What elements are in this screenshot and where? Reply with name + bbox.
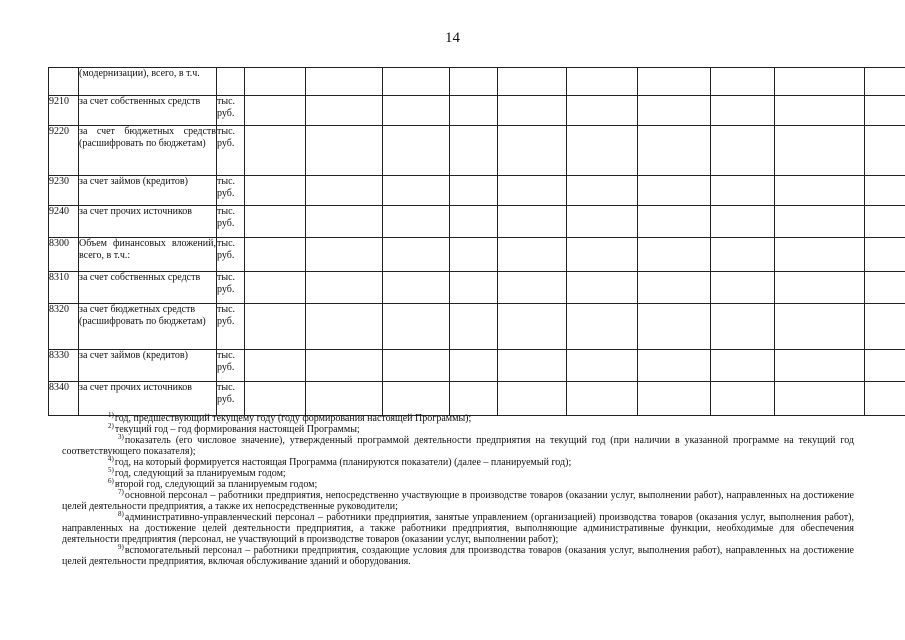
value-cell xyxy=(450,206,498,238)
row-unit: тыс. руб. xyxy=(217,238,245,272)
row-unit: тыс. руб. xyxy=(217,206,245,238)
value-cell xyxy=(498,350,567,382)
finance-table xyxy=(48,67,905,416)
footnote: $^{6)}$второй год, следующий за планируемым годом; xyxy=(108,477,318,490)
value-cell xyxy=(383,238,450,272)
value-cell xyxy=(865,206,905,238)
value-cell xyxy=(775,238,865,272)
value-cell xyxy=(383,68,450,96)
value-cell xyxy=(383,382,450,416)
value-cell xyxy=(865,238,905,272)
row-code: 8330 xyxy=(49,350,79,382)
table-row xyxy=(49,238,905,272)
value-cell xyxy=(865,96,905,126)
value-cell xyxy=(450,350,498,382)
value-cell xyxy=(567,126,638,176)
row-unit: тыс. руб. xyxy=(217,304,245,350)
footnote: $^{3)}$показатель (его числовое значение), утвержденный программой деятельности предприятия на текущий год (при наличии в указанной программе на текущий год соответствующего показателя); xyxy=(62,433,854,457)
value-cell xyxy=(865,176,905,206)
row-code: 9230 xyxy=(49,176,79,206)
value-cell xyxy=(711,350,775,382)
value-cell xyxy=(450,382,498,416)
value-cell xyxy=(306,68,383,96)
value-cell xyxy=(450,238,498,272)
table-row xyxy=(49,126,905,176)
value-cell xyxy=(245,238,306,272)
value-cell xyxy=(450,272,498,304)
value-cell xyxy=(775,382,865,416)
value-cell xyxy=(498,272,567,304)
footnotes xyxy=(62,413,854,567)
value-cell xyxy=(865,304,905,350)
row-label: Объем финансовых вложений, всего, в т.ч.: xyxy=(79,238,217,272)
row-code xyxy=(49,68,79,96)
value-cell xyxy=(638,68,711,96)
value-cell xyxy=(245,126,306,176)
value-cell xyxy=(383,206,450,238)
value-cell xyxy=(245,68,306,96)
value-cell xyxy=(306,206,383,238)
value-cell xyxy=(383,304,450,350)
value-cell xyxy=(450,176,498,206)
row-code: 8320 xyxy=(49,304,79,350)
value-cell xyxy=(865,350,905,382)
value-cell xyxy=(498,238,567,272)
value-cell xyxy=(865,126,905,176)
value-cell xyxy=(450,126,498,176)
row-label: за счет прочих источников xyxy=(79,382,217,416)
value-cell xyxy=(567,350,638,382)
value-cell xyxy=(711,206,775,238)
value-cell xyxy=(567,68,638,96)
value-cell xyxy=(711,68,775,96)
row-code: 8310 xyxy=(49,272,79,304)
value-cell xyxy=(450,68,498,96)
footnote: $^{1)}$год, предшествующий текущему году (году формирования настоящей Программы); xyxy=(108,411,472,424)
value-cell xyxy=(567,304,638,350)
value-cell xyxy=(638,176,711,206)
table-row xyxy=(49,350,905,382)
value-cell xyxy=(775,206,865,238)
table-row xyxy=(49,382,905,416)
value-cell xyxy=(498,176,567,206)
footnote: $^{5)}$год, следующий за планируемым годом; xyxy=(108,466,286,479)
value-cell xyxy=(245,96,306,126)
row-label: за счет бюджетных средств (расшифровать по бюджетам) xyxy=(79,304,217,350)
row-label: за счет бюджетных средств (расшифровать по бюджетам) xyxy=(79,126,217,176)
value-cell xyxy=(638,272,711,304)
value-cell xyxy=(865,68,905,96)
value-cell xyxy=(498,68,567,96)
value-cell xyxy=(865,382,905,416)
page-number: 14 xyxy=(445,30,460,46)
value-cell xyxy=(711,126,775,176)
value-cell xyxy=(306,382,383,416)
value-cell xyxy=(498,304,567,350)
table-row xyxy=(49,272,905,304)
row-unit xyxy=(217,68,245,96)
value-cell xyxy=(775,68,865,96)
value-cell xyxy=(711,238,775,272)
row-unit: тыс. руб. xyxy=(217,96,245,126)
footnote: $^{9)}$вспомогательный персонал – работники предприятия, создающие условия для производства товаров (оказания услуг, выполнения работ), направленных на достижение целей деятельности предприятия, включая обслуживание зданий и оборудования. xyxy=(62,543,854,567)
value-cell xyxy=(711,176,775,206)
value-cell xyxy=(711,382,775,416)
row-code: 9210 xyxy=(49,96,79,126)
row-label: за счет собственных средств xyxy=(79,272,217,304)
value-cell xyxy=(638,206,711,238)
row-unit: тыс. руб. xyxy=(217,176,245,206)
row-label: за счет собственных средств xyxy=(79,96,217,126)
value-cell xyxy=(567,96,638,126)
value-cell xyxy=(775,96,865,126)
table-row xyxy=(49,176,905,206)
value-cell xyxy=(383,126,450,176)
value-cell xyxy=(498,206,567,238)
value-cell xyxy=(775,126,865,176)
value-cell xyxy=(567,272,638,304)
row-code: 8300 xyxy=(49,238,79,272)
value-cell xyxy=(775,304,865,350)
value-cell xyxy=(383,96,450,126)
row-unit: тыс. руб. xyxy=(217,272,245,304)
value-cell xyxy=(306,350,383,382)
value-cell xyxy=(383,176,450,206)
value-cell xyxy=(638,304,711,350)
value-cell xyxy=(245,304,306,350)
value-cell xyxy=(638,126,711,176)
table-body xyxy=(49,68,905,416)
value-cell xyxy=(306,96,383,126)
value-cell xyxy=(306,304,383,350)
value-cell xyxy=(711,272,775,304)
value-cell xyxy=(450,304,498,350)
value-cell xyxy=(245,272,306,304)
value-cell xyxy=(865,272,905,304)
value-cell xyxy=(245,382,306,416)
table-row xyxy=(49,206,905,238)
row-label: за счет займов (кредитов) xyxy=(79,350,217,382)
footnote: $^{8)}$административно-управленческий персонал – работники предприятия, занятые управлением (организацией) производства товаров (оказания услуг, выполнения работ), направленных на достижение целей деятельности предприятия, а также работники предприятия, выполняющие административные функции, необходимые для обеспечения деятельности предприятия (персонал, не участвующий в производстве товаров (оказании услуг, выполнении работ); xyxy=(62,510,854,545)
value-cell xyxy=(711,304,775,350)
value-cell xyxy=(498,382,567,416)
row-unit: тыс. руб. xyxy=(217,350,245,382)
value-cell xyxy=(567,238,638,272)
value-cell xyxy=(245,350,306,382)
value-cell xyxy=(306,176,383,206)
value-cell xyxy=(306,126,383,176)
value-cell xyxy=(775,176,865,206)
footnote: $^{7)}$основной персонал – работники предприятия, непосредственно участвующие в производстве товаров (оказании услуг, выполнении работ), направленных на достижение целей деятельности предприятия, а также их непосредственные руководители; xyxy=(62,488,854,512)
row-code: 8340 xyxy=(49,382,79,416)
value-cell xyxy=(638,382,711,416)
value-cell xyxy=(498,126,567,176)
value-cell xyxy=(567,382,638,416)
value-cell xyxy=(498,96,567,126)
value-cell xyxy=(383,272,450,304)
value-cell xyxy=(711,96,775,126)
value-cell xyxy=(306,272,383,304)
footnote: $^{2)}$текущий год – год формирования настоящей Программы; xyxy=(108,422,360,435)
row-unit: тыс. руб. xyxy=(217,126,245,176)
table-row xyxy=(49,96,905,126)
value-cell xyxy=(383,350,450,382)
row-code: 9240 xyxy=(49,206,79,238)
value-cell xyxy=(306,238,383,272)
table-row xyxy=(49,68,905,96)
value-cell xyxy=(638,96,711,126)
value-cell xyxy=(245,206,306,238)
value-cell xyxy=(775,350,865,382)
value-cell xyxy=(567,176,638,206)
table-row xyxy=(49,304,905,350)
footnote: $^{4)}$год, на который формируется настоящая Программа (планируются показатели) (далее – планируемый год); xyxy=(108,455,572,468)
row-unit: тыс. руб. xyxy=(217,382,245,416)
value-cell xyxy=(450,96,498,126)
value-cell xyxy=(775,272,865,304)
row-label: (модернизации), всего, в т.ч. xyxy=(79,68,217,96)
value-cell xyxy=(638,350,711,382)
value-cell xyxy=(638,238,711,272)
row-label: за счет прочих источников xyxy=(79,206,217,238)
value-cell xyxy=(567,206,638,238)
row-label: за счет займов (кредитов) xyxy=(79,176,217,206)
value-cell xyxy=(245,176,306,206)
row-code: 9220 xyxy=(49,126,79,176)
